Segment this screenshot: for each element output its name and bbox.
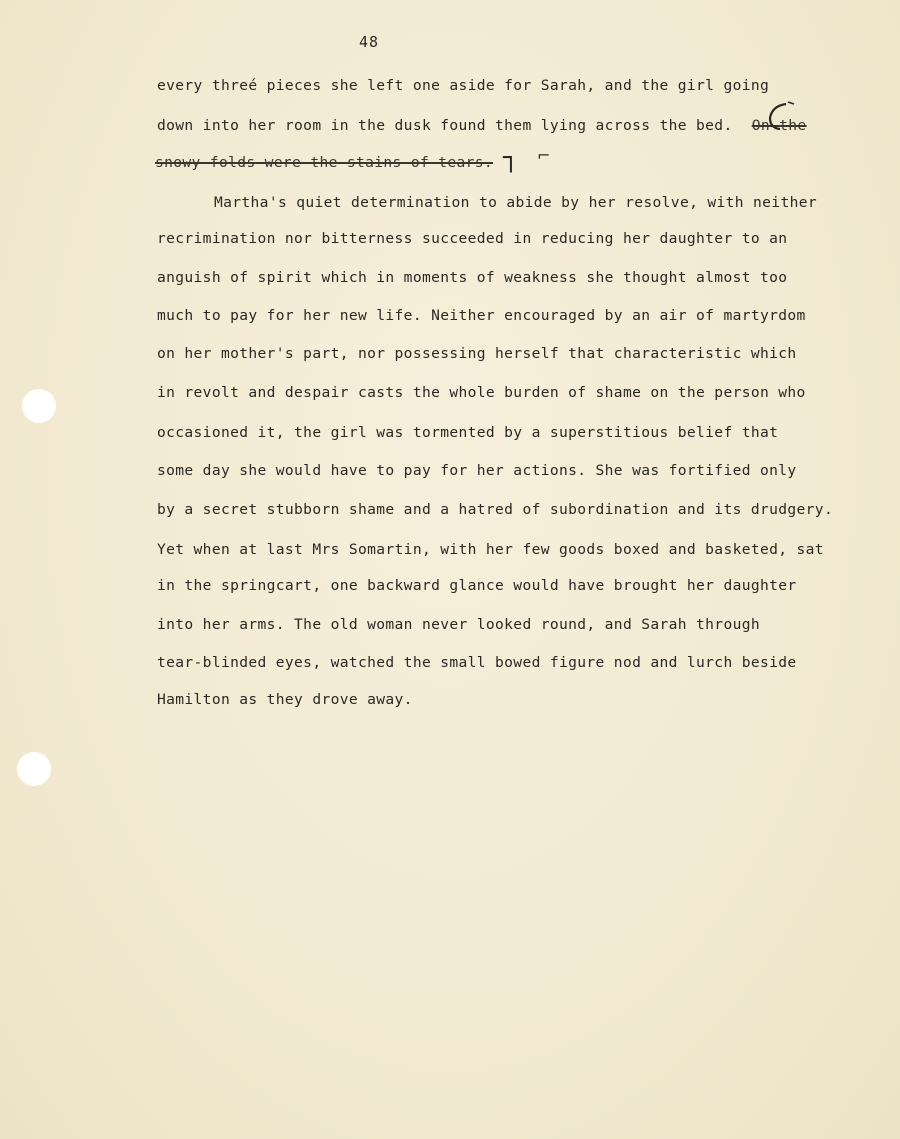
- text-line-11: some day she would have to pay for her actions. She was fortified only: [157, 462, 797, 479]
- text-line-1: every threé pieces she left one aside for Sarah, and the girl going: [157, 77, 770, 94]
- page-number: 48: [359, 33, 380, 51]
- text-line-8: on her mother's part, nor possessing herself that characteristic which: [157, 345, 797, 362]
- punch-hole-lower: [17, 752, 51, 786]
- insertion-bracket-mark: [764, 100, 810, 134]
- text-line-7: much to pay for her new life. Neither encouraged by an air of martyrdom: [157, 307, 806, 324]
- text-line-13: Yet when at last Mrs Somartin, with her few goods boxed and basketed, sat: [157, 541, 824, 558]
- text-line-6: anguish of spirit which in moments of weakness she thought almost too: [157, 269, 788, 286]
- text-line-2-body: down into her room in the dusk found them lying across the bed.: [157, 117, 733, 134]
- text-line-5: recrimination nor bitterness succeeded in reducing her daughter to an: [157, 230, 788, 247]
- text-line-2: [157, 116, 807, 136]
- text-line-9: in revolt and despair casts the whole burden of shame on the person who: [157, 384, 806, 401]
- text-line-12: by a secret stubborn shame and a hatred of subordination and its drudgery.: [157, 501, 834, 518]
- text-line-14: in the springcart, one backward glance would have brought her daughter: [157, 577, 797, 594]
- text-line-3-struck: snowy folds were the stains of tears.: [155, 154, 494, 171]
- text-line-15: into her arms. The old woman never looked round, and Sarah through: [157, 616, 760, 633]
- closing-bracket-mark: ┐: [503, 143, 519, 173]
- paragraph-mark: ⌐: [537, 146, 551, 165]
- text-line-10: occasioned it, the girl was tormented by a superstitious belief that: [157, 424, 779, 441]
- punch-hole-upper: [22, 389, 56, 423]
- struck-insert-text: On the: [751, 117, 807, 134]
- text-line-17: Hamilton as they drove away.: [157, 691, 413, 708]
- text-line-4: Martha's quiet determination to abide by her resolve, with neither: [214, 194, 817, 211]
- text-line-16: tear-blinded eyes, watched the small bowed figure nod and lurch beside: [157, 654, 797, 671]
